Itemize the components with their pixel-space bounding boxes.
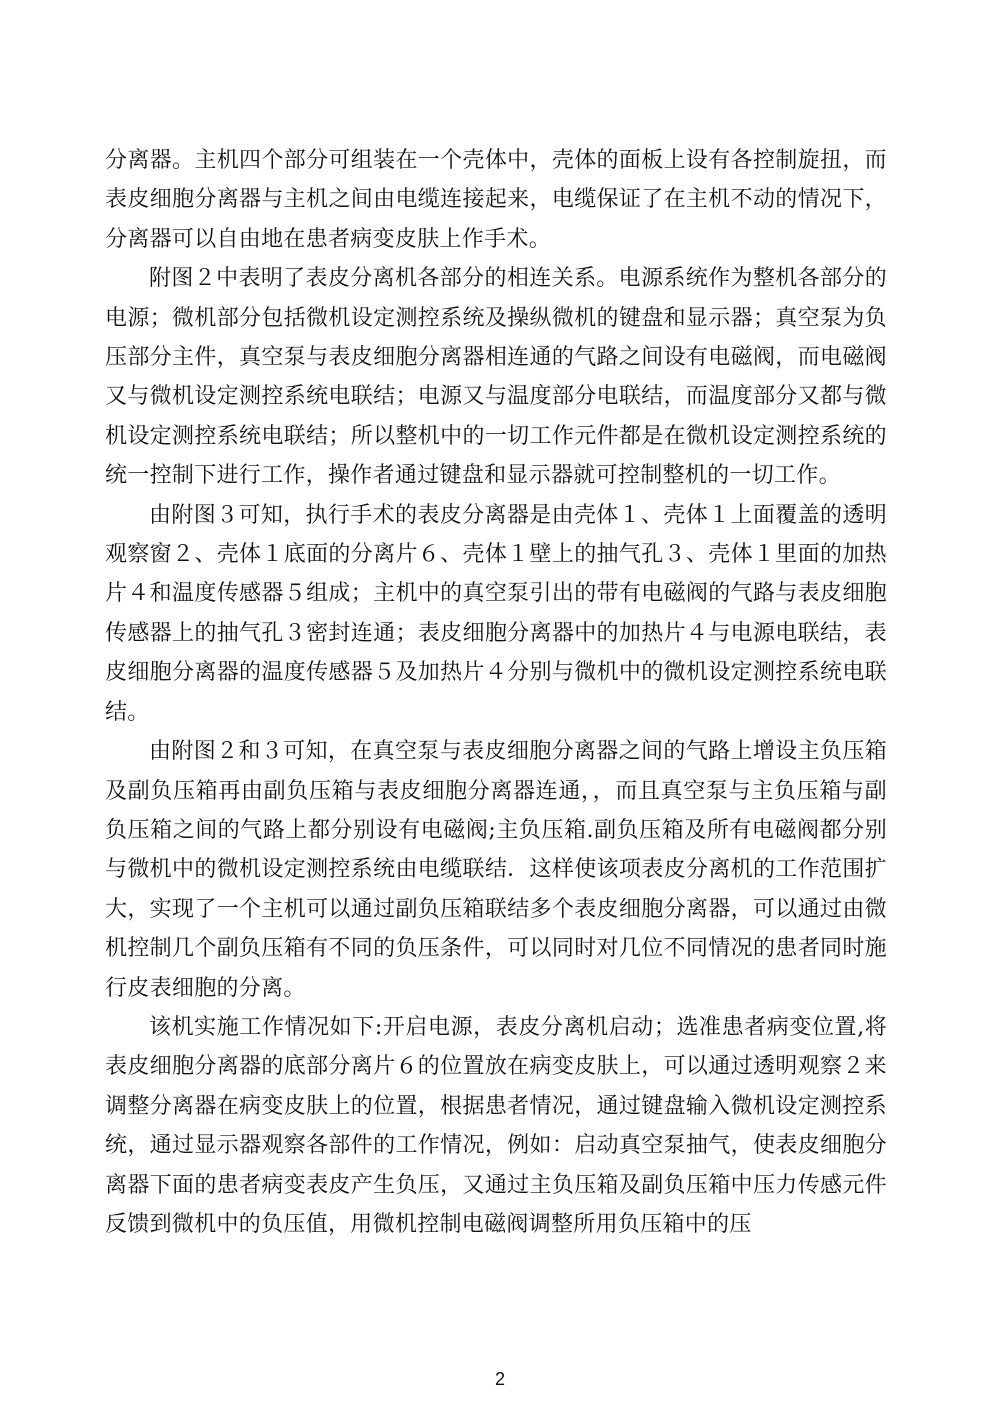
- body-text: [105, 141, 887, 1244]
- paragraph-figure3-separator: 由附图３可知，执行手术的表皮分离器是由壳体１、壳体１上面覆盖的透明观察窗２、壳体１底面的分离片６、壳体１壁上的抽气孔３、壳体１里面的加热片４和温度传感器５组成；主机中的真空泵引出的带有电磁阀的气路与表皮细胞传感器上的抽气孔３密封连通；表皮细胞分离器中的加热片４与电源电联结，表皮细胞分离器的温度传感器５及加热片４分别与微机中的微机设定测控系统电联结。: [105, 502, 887, 725]
- paragraph-negative-pressure-boxes: 由附图２和３可知，在真空泵与表皮细胞分离器之间的气路上增设主负压箱及副负压箱再由副负压箱与表皮细胞分离器连通，，而且真空泵与主负压箱与副负压箱之间的气路上都分别设有电磁阀;主负压箱.副负压箱及所有电磁阀都分别与微机中的微机设定测控系统由电缆联结．这样使该项表皮分离机的工作范围扩大，实现了一个主机可以通过副负压箱联结多个表皮细胞分离器，可以通过由微机控制几个副负压箱有不同的负压条件，可以同时对几位不同情况的患者同时施行皮表细胞的分离。: [105, 739, 887, 1001]
- page-number: 2: [494, 1369, 505, 1389]
- paragraph-figure2-relations: 附图２中表明了表皮分离机各部分的相连关系。电源系统作为整机各部分的电源；微机部分包括微机设定测控系统及操纵微机的键盘和显示器；真空泵为负压部分主件，真空泵与表皮细胞分离器相连通的气路之间设有电磁阀，而电磁阀又与微机设定测控系统电联结；电源又与温度部分电联结，而温度部分又都与微机设定测控系统电联结；所以整机中的一切工作元件都是在微机设定测控系统的统一控制下进行工作，操作者通过键盘和显示器就可控制整机的一切工作。: [105, 266, 887, 489]
- paragraph-operation: 该机实施工作情况如下:开启电源，表皮分离机启动；选准患者病变位置,将表皮细胞分离器的底部分离片６的位置放在病变皮肤上，可以通过透明观察２来调整分离器在病变皮肤上的位置，根据患者情况，通过键盘输入微机设定测控系统，通过显示器观察各部件的工作情况，例如：启动真空泵抽气，使表皮细胞分离器下面的患者病变表皮产生负压，又通过主负压箱及副负压箱中压力传感元件反馈到微机中的负压值，用微机控制电磁阀调整所用负压箱中的压: [105, 1014, 887, 1237]
- paragraph-continuation: 分离器。主机四个部分可组装在一个壳体中，壳体的面板上设有各控制旋扭，而表皮细胞分离器与主机之间由电缆连接起来，电缆保证了在主机不动的情况下，分离器可以自由地在患者病变皮肤上作手术。: [105, 148, 887, 252]
